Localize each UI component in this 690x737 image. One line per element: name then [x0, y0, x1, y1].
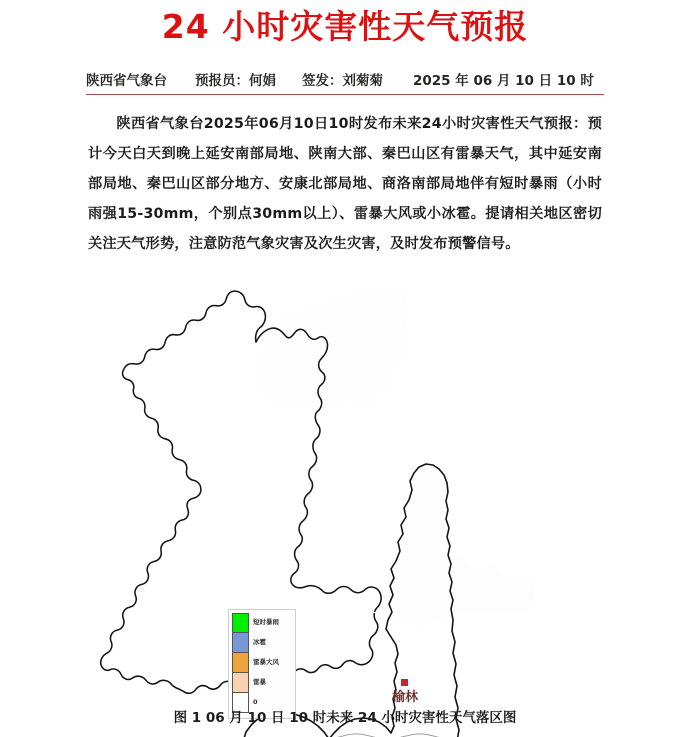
page-title: 24 小时灾害性天气预报: [161, 7, 529, 46]
legend-swatch-thunderstorm: [232, 673, 249, 693]
legend-items: [232, 613, 293, 715]
legend-label-gale: 雷暴大风: [253, 658, 279, 667]
city-label-yulin: 榆林: [391, 689, 419, 705]
city-marker-square: [401, 679, 408, 686]
legend-swatch-gale: [232, 653, 249, 673]
legend-item-hail: [232, 633, 293, 653]
legend-swatch-heavy-rain: [232, 613, 249, 633]
forecast-body-text: 陕西省气象台2025年06月10日10时发布未来24小时灾害性天气预报：预计今天白天到晚上延安南部局地、陕南大部、秦巴山区有雷暴天气，其中延安南部局地、秦巴山区部分地方、安康北部局地、商洛南部局地伴有短时暴雨（小时雨强15-30mm，个别点30mm以上）、雷暴大风或小冰雹。提请相关地区密切关注天气形势，注意防范气象灾害及次生灾害，及时发布预警信号。: [88, 116, 602, 253]
legend-item-thunderstorm: [232, 673, 293, 693]
header-meta-bar: [86, 69, 604, 95]
forecast-map-figure: [0, 268, 690, 707]
forecaster-label: 预报员：何娟: [195, 73, 276, 89]
legend-label-none: 0: [253, 698, 258, 707]
province-fill-layer: [259, 285, 410, 409]
signer-label: 签发：刘菊菊: [302, 73, 383, 89]
issue-time-label: 2025 年 06 月 10 日 10 时: [413, 73, 594, 89]
issuer-label: 陕西省气象台: [86, 73, 167, 89]
legend-label-heavy-rain: 短时暴雨: [253, 618, 279, 627]
legend-item-heavy-rain: [232, 613, 293, 633]
city-marker-yulin: [392, 679, 419, 705]
legend-swatch-hail: [232, 633, 249, 653]
figure-caption: 图 1 06 月 10 日 10 时未来 24 小时灾害性天气落区图: [173, 710, 517, 726]
legend-label-thunderstorm: 雷暴: [253, 678, 266, 687]
prefecture-boundaries: [256, 733, 464, 737]
legend-item-gale: [232, 653, 293, 673]
legend-label-hail: 冰雹: [253, 638, 266, 647]
region-north-fill: [259, 285, 410, 409]
meta-row: [86, 69, 604, 89]
boundary-yulin-yanan: [293, 733, 453, 737]
map-legend: [228, 609, 296, 719]
